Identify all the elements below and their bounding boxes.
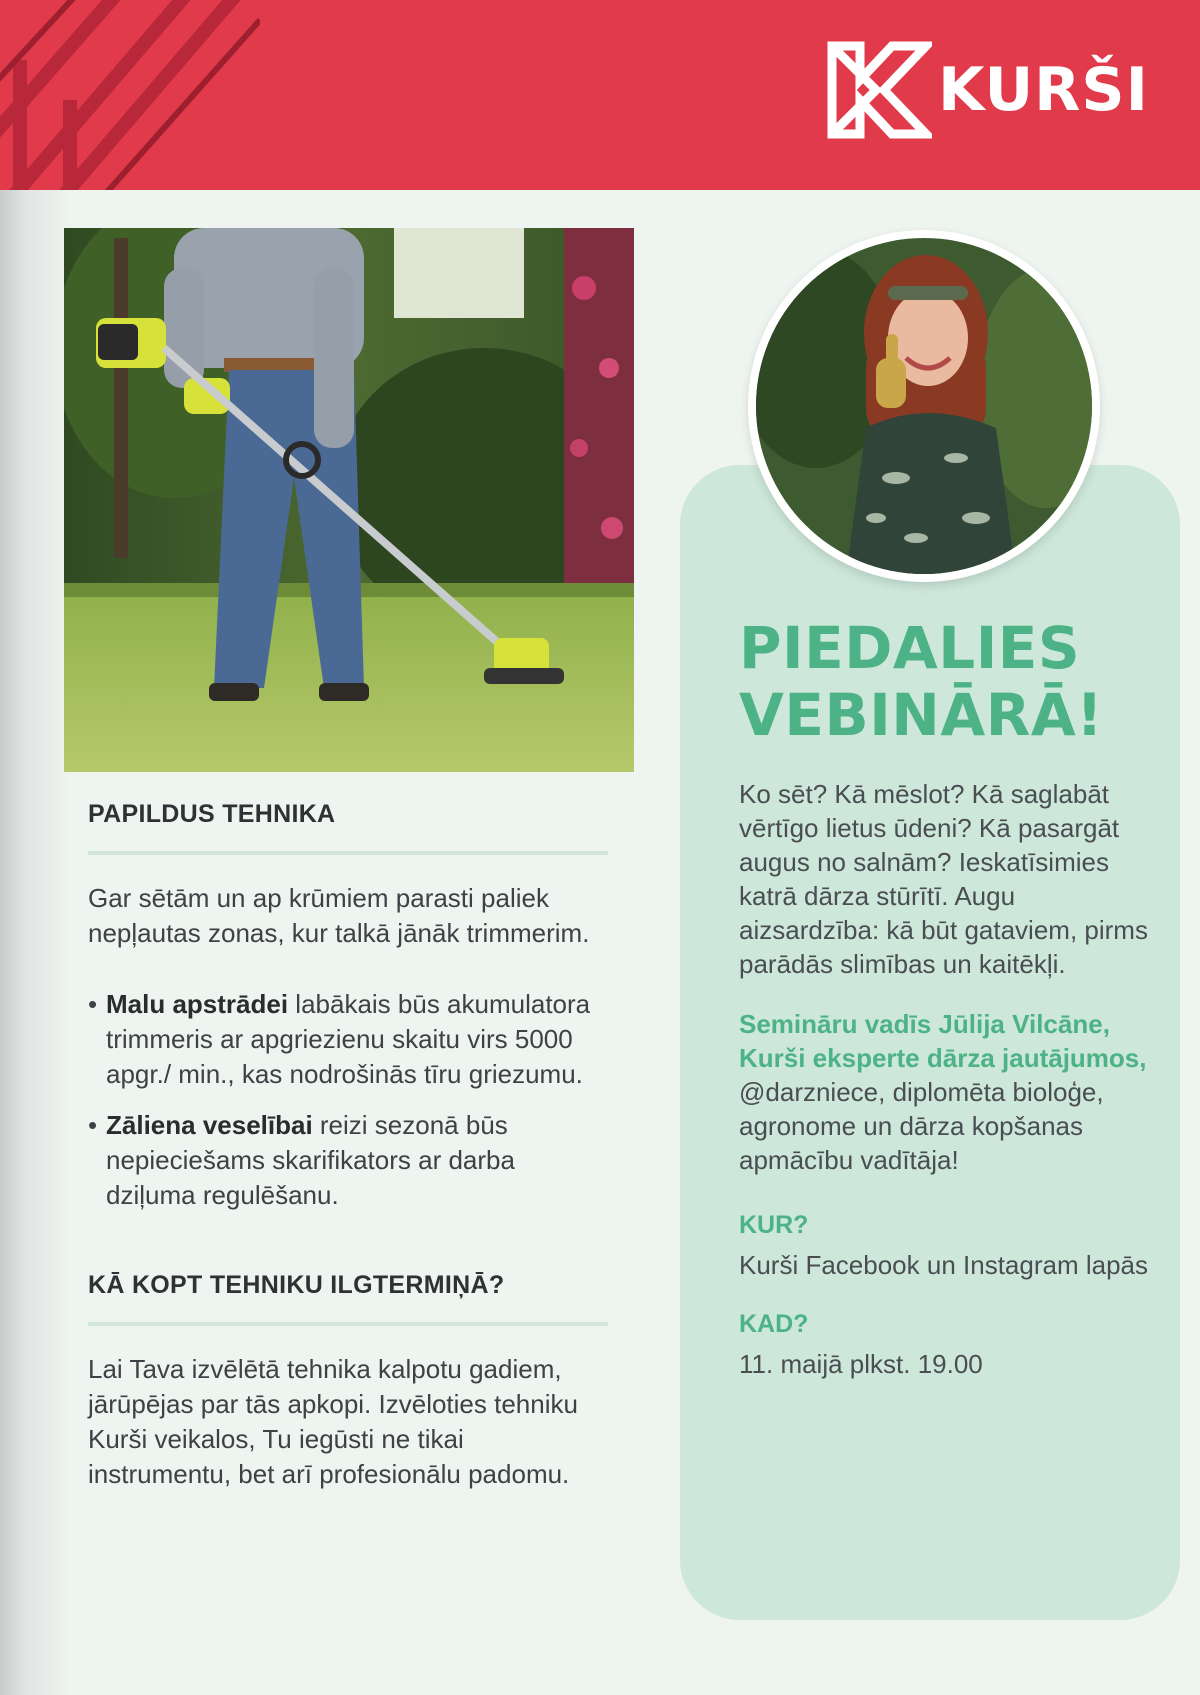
section-divider (88, 851, 608, 855)
section-divider (88, 1322, 608, 1326)
page-binding-shadow (0, 190, 70, 1695)
webinar-host-text (739, 1007, 1149, 1177)
where-label: KUR? (739, 1211, 809, 1239)
headline-line-1: PIEDALIES (739, 614, 1081, 682)
list-item-bold: Malu apstrādei (106, 989, 289, 1019)
list-item-text: labākais būs akumulatora trimmeris ar apgriezienu skaitu virs 5000 apgr./ min., kas nodrošinās tīru griezumu. (106, 989, 591, 1089)
host-description: @darzniece, diplomēta bioloģe, agronome un dārza kopšanas apmācību vadītāja! (739, 1077, 1104, 1175)
webinar-questions-text: Ko sēt? Kā mēslot? Kā saglabāt vērtīgo lietus ūdeni? Kā pasargāt augus no salnām? Ieskatīsimies katrā dārza stūrītī. Augu aizsardzība: kā būt gataviem, pirms parādās slimības un kaitēkļi. (739, 779, 1148, 979)
when-label: KAD? (739, 1310, 809, 1338)
list-item-text: reizi sezonā būs nepieciešams skarifikators ar darba dziļuma regulēšanu. (106, 1110, 515, 1210)
list-item (88, 1108, 608, 1213)
section-title-maintenance: KĀ KOPT TEHNIKU ILGTERMIŅĀ? (88, 1271, 505, 1299)
webinar-card-content (739, 615, 1149, 1381)
kursi-logo[interactable] (826, 40, 1149, 140)
maintenance-text: Lai Tava izvēlētā tehnika kalpotu gadiem, jārūpējas par tās apkopi. Izvēloties tehniku Kurši veikalos, Tu iegūsti ne tikai instrumentu, bet arī profesionālu padomu. (88, 1354, 578, 1489)
headline-line-2: VEBINĀRĀ! (739, 681, 1104, 749)
logo-wordmark: KURŠI (938, 55, 1149, 125)
list-item-bold: Zāliena veselībai (106, 1110, 313, 1140)
expert-portrait (748, 230, 1100, 582)
kursi-k-icon (826, 40, 932, 140)
tips-list (88, 987, 608, 1213)
list-item (88, 987, 608, 1092)
webinar-headline (739, 615, 1149, 749)
trimmer-photo (64, 228, 634, 772)
header-stripe-pattern (0, 0, 260, 190)
where-text: Kurši Facebook un Instagram lapās (739, 1250, 1148, 1280)
header-bar (0, 0, 1200, 190)
when-text: 11. maijā plkst. 19.00 (739, 1349, 983, 1379)
section-title-extra-equipment: PAPILDUS TEHNIKA (88, 800, 336, 828)
section-intro-text: Gar sētām un ap krūmiem parasti paliek nepļautas zonas, kur talkā jānāk trimmerim. (88, 883, 590, 948)
left-column (88, 800, 608, 1492)
host-name-bold: Semināru vadīs Jūlija Vilcāne, Kurši eksperte dārza jautājumos, (739, 1009, 1147, 1073)
